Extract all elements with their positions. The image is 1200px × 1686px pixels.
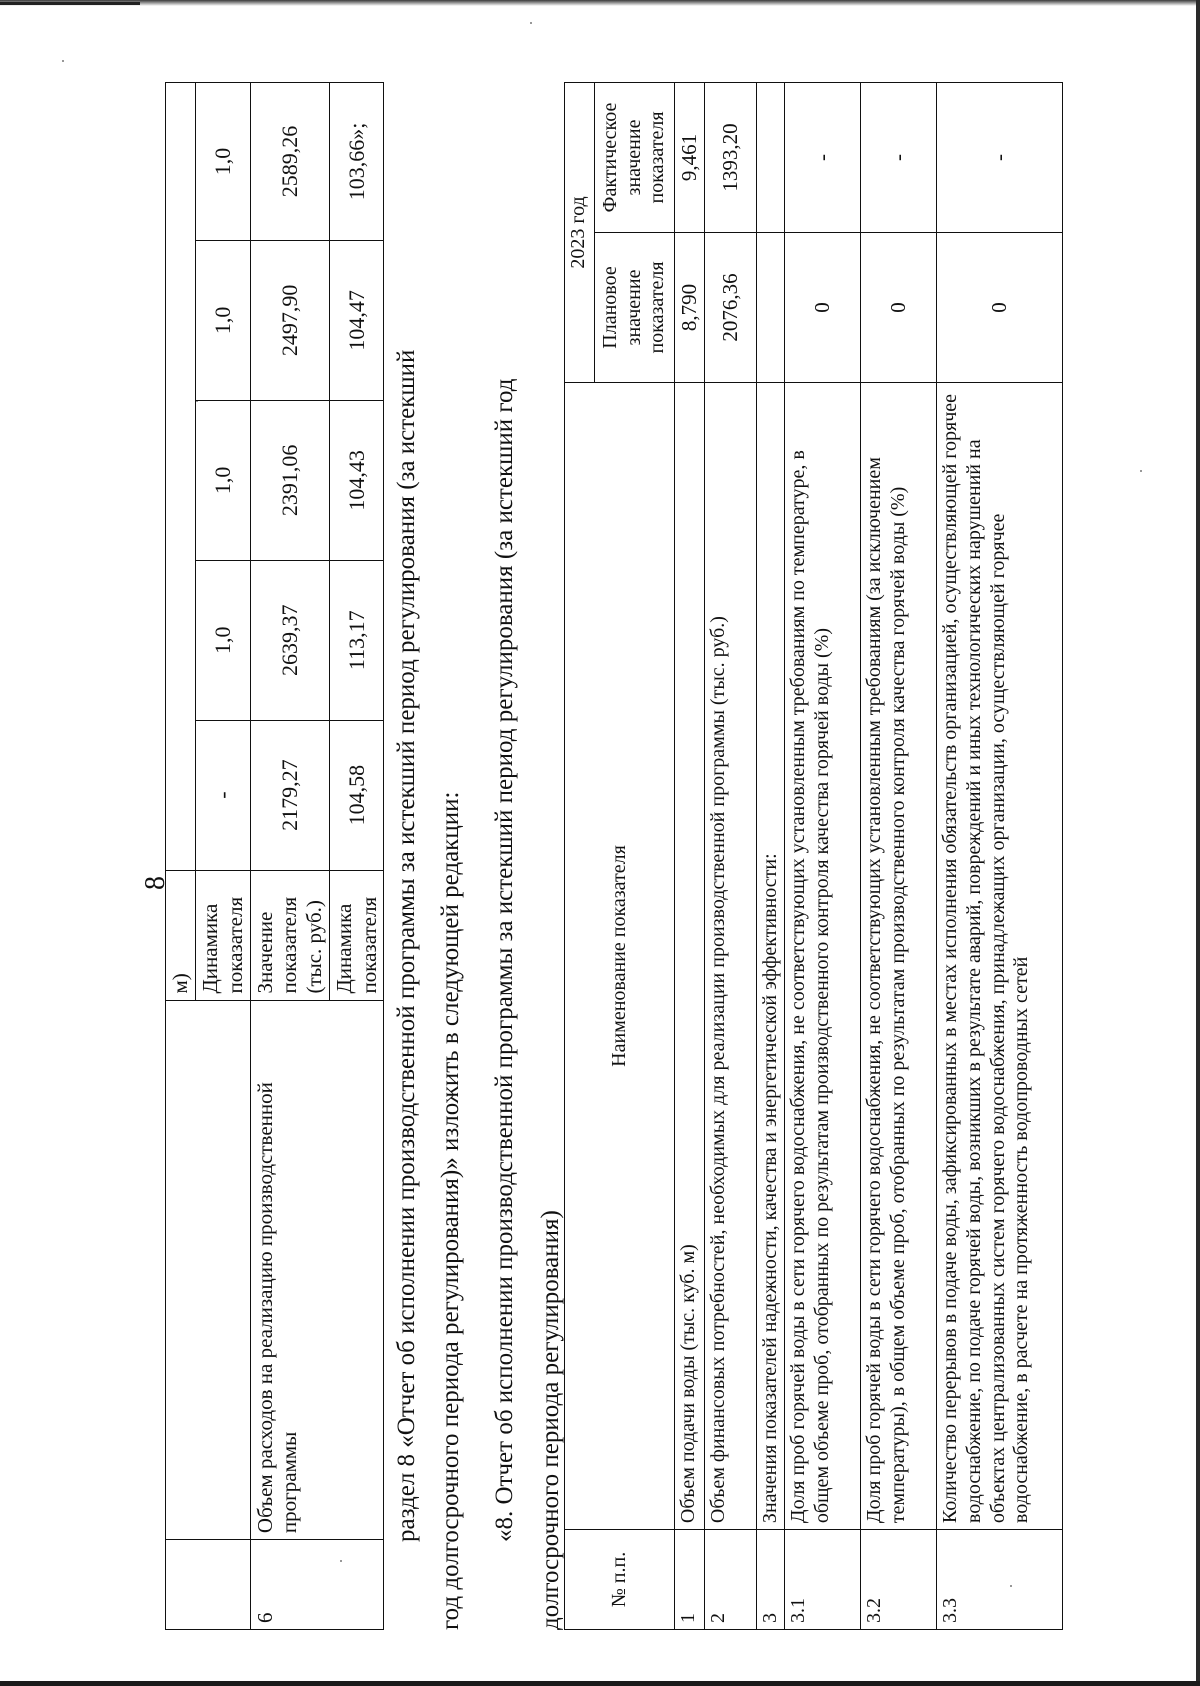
table-row xyxy=(704,83,756,1630)
rotated-document-page xyxy=(20,70,1200,1630)
row-name: Объем расходов на реализацию производственной программы xyxy=(250,1000,384,1540)
table-cell: - xyxy=(196,720,251,870)
table-header-row xyxy=(565,83,595,1630)
row-name: Количество перерывов в подаче воды, зафиксированных в местах исполнения обязательств организацией, осуществляющей горячее водоснабжение, по подаче горячей воды, возникших в результате аварий, повреждений и иных технологических нарушений на объектах централизованных систем горячего водоснабжения, принадлежащих организации, осуществляющей горячее водоснабжение, в расчете на протяженность водопроводных сетей xyxy=(937,382,1063,1529)
table-cell: 2497,90 xyxy=(250,240,329,400)
table-row xyxy=(861,83,937,1630)
row-name: Доля проб горячей воды в сети горячего водоснабжения, не соответствующих установленным требованиям (за исключением температуры), в общем объеме проб, отобранных по результатам производственного контроля качества горячей воды (%) xyxy=(861,382,937,1529)
table-row xyxy=(250,83,329,1630)
scan-speck xyxy=(530,22,532,24)
paragraph-section-8-line2: год долгосрочного периода регулирования)» изложить в следующей редакции: xyxy=(437,791,464,1630)
fact-value: - xyxy=(937,83,1063,233)
program-execution-report-table xyxy=(564,82,1063,1630)
table-cell: 2391,06 xyxy=(250,400,329,560)
column-header-number: № п.п. xyxy=(565,1530,675,1630)
fact-value: - xyxy=(861,83,937,233)
paragraph-section-8-line1: раздел 8 «Отчет об исполнении производственной программы за истекший период регулирования (за истекший xyxy=(393,349,420,1542)
row-name: Объем подачи воды (тыс. куб. м) xyxy=(675,382,705,1529)
fact-value: - xyxy=(785,83,861,233)
table-cell: 1,0 xyxy=(196,400,251,560)
page-number: 8 xyxy=(140,876,171,890)
table-row xyxy=(785,83,861,1630)
table-cell: 2639,37 xyxy=(250,560,329,720)
column-header-year: 2023 год xyxy=(565,83,595,383)
column-header-name: Наименование показателя xyxy=(565,382,675,1529)
program-expenses-table xyxy=(165,82,384,1630)
row-number: 2 xyxy=(704,1530,756,1630)
scan-speck xyxy=(62,60,64,62)
empty-cell xyxy=(166,1540,251,1630)
unit-fragment: м) xyxy=(166,870,196,1000)
plan-value: 0 xyxy=(861,233,937,383)
table-cell: 103,66»; xyxy=(329,83,384,241)
row-label: Значение показателя (тыс. руб.) xyxy=(250,870,329,1000)
table-cell: 104,47 xyxy=(329,240,384,400)
table-cell: 1,0 xyxy=(196,83,251,241)
plan-value: 2076,36 xyxy=(704,233,756,383)
scan-edge xyxy=(0,0,1200,6)
row-number: 3.1 xyxy=(785,1530,861,1630)
plan-value: 0 xyxy=(937,233,1063,383)
fact-value: 1393,20 xyxy=(704,83,756,233)
table-cell: 1,0 xyxy=(196,560,251,720)
row-number: 1 xyxy=(675,1530,705,1630)
table-cell: 104,43 xyxy=(329,400,384,560)
fact-value xyxy=(756,83,785,233)
paragraph-report-title-line1: «8. Отчет об исполнении производственной программы за истекший период регулирования (за истекший год xyxy=(491,378,518,1542)
table-cell: 2589,26 xyxy=(250,83,329,241)
table-row xyxy=(166,83,196,1630)
column-header-plan: Плановое значение показателя xyxy=(595,233,675,383)
row-label: Динамика показателя xyxy=(329,870,384,1000)
plan-value xyxy=(756,233,785,383)
row-label: Динамика показателя xyxy=(196,870,251,1000)
row-name: Объем финансовых потребностей, необходимых для реализации производственной программы (тыс. руб.) xyxy=(704,382,756,1529)
table-cell: 2179,27 xyxy=(250,720,329,870)
empty-cell xyxy=(166,83,196,871)
scan-edge xyxy=(0,1681,1200,1686)
row-number: 3.3 xyxy=(937,1530,1063,1630)
table-cell: 104,58 xyxy=(329,720,384,870)
column-header-fact: Фактическое значение показателя xyxy=(595,83,675,233)
row-number: 6 xyxy=(250,1540,384,1630)
scan-edge xyxy=(0,2,140,5)
table-row xyxy=(675,83,705,1630)
plan-value: 8,790 xyxy=(675,233,705,383)
table-row xyxy=(756,83,785,1630)
table-cell: 1,0 xyxy=(196,240,251,400)
row-number: 3 xyxy=(756,1530,785,1630)
table-row xyxy=(937,83,1063,1630)
row-number: 3.2 xyxy=(861,1530,937,1630)
row-name: Значения показателей надежности, качества и энергетической эффективности: xyxy=(756,382,785,1529)
empty-cell xyxy=(166,1000,251,1540)
paragraph-report-title-line2: долгосрочного периода регулирования) xyxy=(537,1210,564,1630)
table-cell: 113,17 xyxy=(329,560,384,720)
fact-value: 9,461 xyxy=(675,83,705,233)
row-name: Доля проб горячей воды в сети горячего водоснабжения, не соответствующих установленным требованиям по температуре, в общем объеме проб, отобранных по результатам производственного контроля качества горячей воды (%) xyxy=(785,382,861,1529)
plan-value: 0 xyxy=(785,233,861,383)
